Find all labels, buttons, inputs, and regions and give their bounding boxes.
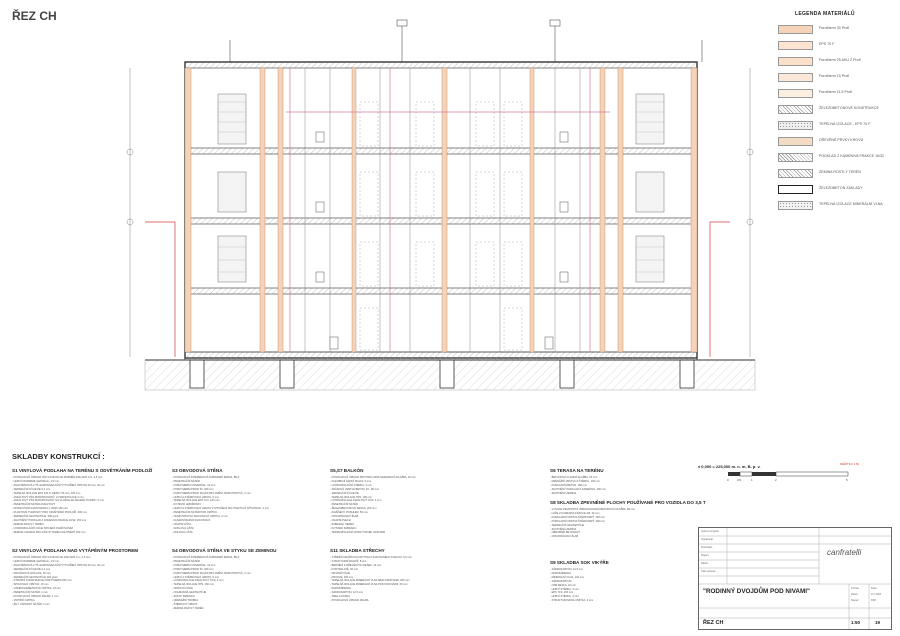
legend-swatch [778,25,813,34]
composition-line: - HYDROIZOLAČNÍ STĚRKA, 2 mm [330,483,372,487]
composition-line: - ZEMINA RASTLÝ TERÉN [172,606,204,610]
composition-line: - SOKLOVÁ LIŠTA [172,526,194,530]
legend-item [778,153,888,161]
scale-tick-3: 2 [775,478,777,482]
composition-line: - DIFÚZNÍ FÓLIE [330,571,351,575]
legend-item [778,25,888,33]
composition-line: - LEPICÍ A STĚRKOVACÍ HMOTA VYZTUŽENÁ SKLOTEXTILNÍ SÍŤOVINOU, 4 mm [172,507,270,511]
composition-line: - STŘEŠNÍ DRÁŽKOVÁ KRYTINA Z ZAKOVANÉHO PLECHU, 0,6 mm [330,556,412,559]
legend-swatch [778,41,813,50]
composition-line: - VYSOCE PEVNOSTNÍ VIBROLISOVANÁ BETONOVÁ DLAŽBA, 80 mm [550,508,635,511]
composition-line: - POVRCHOVÁ INTERIÉROVÁ DISPERZNÍ BARVA, BÍLÁ [172,556,240,559]
drawing-title: ŘEZ CH [12,9,57,23]
composition-title: S2 VINYLOVÁ PODLAHA NAD VYTÁPĚNÝM PROSTOREM [12,548,139,553]
composition-title: S1 VINYLOVÁ PODLAHA NA TERÉNU S ODVĚTRÁNÍM PODLOŽÍ [12,468,153,473]
composition-line: - ŽELEZOBETONOVÁ DESKA, 200 mm [330,507,377,511]
project-name: "RODINNÝ DVOJDŮM POD NIVAMI" [703,588,810,595]
composition-title: S9 SKLADBA SOK VIKÝŘE [550,560,609,565]
composition-line: - TENKOVRSTVÁ SILIKONOVÁ OMÍTKA, 2 mm [172,515,228,518]
tb-field-0: Vedoucí projektu [701,530,719,533]
legend-label: Porotherm 11,5 Profi [819,90,852,94]
composition-line: - TEPELNÁ IZOLACE MINERÁLNÍ VLNA POD KROKVEMI, 60 mm [330,583,408,587]
composition-line: - PENETRAČNÍ NÁTĚR [172,479,200,483]
composition-line: - SÁDROKARTON, 12,5 mm [550,568,584,571]
legend-item [778,57,888,65]
composition-line: - PENETRAČNÍ NÁTĚR [330,503,358,507]
legend-swatch [778,201,813,210]
composition-line: - ZEMINA RASTLÝ TERÉN [12,522,44,526]
composition-line: - POVRCHOVÁ ÚPRAVA VINYLOVÉ DÍLCE 230x1220 mm, 4,5 mm [12,556,91,559]
composition-line: - POROTHERM PROFI 30, 300 mm [172,487,214,491]
legend-label: Porotherm 30 Profi [819,26,850,30]
legend-swatch [778,121,813,130]
composition-line: - ODVODŇOVACÍ ŽLAB [330,515,359,518]
composition-line: - POROTHERM PROFI MALTA PRO ZDĚNÍ TENKOVRSTVÁ, 2 mm [172,491,251,495]
composition-line: - PAROZÁBRANA [330,587,351,591]
composition-line: - ZÁBRADLÍ NEREZ [330,522,354,526]
composition-line: - PODKLADNÍ VRSTVA ŠTĚRKODRŤ, 200 mm [550,519,605,523]
composition-line: - ZHUTNĚNÁ ZEMINA [550,491,577,495]
composition-line: - POROTHERM PROFI MALTA PRO ZDĚNÍ TENKOVRSTVÁ, 2 mm [172,571,251,575]
legend-swatch [778,57,813,66]
composition-line: - PAROZÁBRANA [550,571,571,575]
composition-line: - POROTHERM UNIVERSAL, 10 mm [172,483,216,487]
tb-field-4: Datum [701,562,709,565]
drawing-scale: 1:50 [851,620,861,625]
composition-line: - OCHRANNÁ GEOTEXTÍLIE [172,591,207,595]
composition-line: - HYDROIZOLAČNÍ FÓLIE SPOJENÍ SVAŘOVÁNÍM [12,526,73,530]
section-drawing [90,12,770,404]
composition-line: - SPÁDOVÁ VRSTVA BETON, 40 - 80 mm [330,487,380,491]
composition-line: - ASFALTOVÝ PÁS MODIFIKOVANÝ, HYDROIZOLACE 4 mm [12,495,84,499]
legend-item [778,201,888,209]
legend-label: ŽELEZOBETONOVÉ KONSTRUKCE [819,106,879,110]
scale-tick-1: 0,5 [737,478,742,482]
scale-note: MĚŘÍTKO 1:50 [840,462,859,466]
composition-line: - TEPELNÁ IZOLACE XPS, 100 mm [330,495,372,499]
composition-title: S5,S7 BALKÓN [330,468,364,473]
composition-line: - ZHUTNĚNÁ ZEMINA [550,527,577,531]
composition-line: - POROTHERM UNIVERSAL, 10 mm [172,563,216,567]
legend-item [778,105,888,113]
composition-line: - TEPELNÁ IZOLACE XPS, 160 mm [172,583,214,587]
composition-line: - KOTVENÍ ZÁBRADLÍ [330,526,357,530]
composition-line: - SEPARAČNÍ GEOTEXTÍLIE, 300 g/m2 [12,515,59,518]
legend-label: TEPELNÁ IZOLACE - EPS 70 F [819,122,871,126]
scale-tick-0: 0 [727,478,729,482]
tb-meta-value-0: 5xA4 [871,587,877,590]
legend-item [778,89,888,97]
composition-line: - OKAPNÍ LIŠTA [172,522,192,526]
composition-line: - STRUKTUROVANÁ OMÍTKA, 2 mm [550,599,594,603]
tb-meta-label-2: Stupeň [851,599,859,602]
composition-line: - LEPICÍ A STĚRKOVACÍ HMOTA, 6 mm [172,575,220,579]
composition-line: - SPOJOVACÍ VRSTVA, 10 mm [12,583,49,587]
legend-item [778,169,888,177]
compositions-title: SKLADBY KONSTRUKCÍ : [12,452,105,461]
composition-title: S6 TERASA NA TERÉNU [550,468,604,473]
composition-line: - LEPICÍ A STĚRKOVACÍ HMOTA, 6 mm [172,495,220,499]
composition-line: - BÍLÝ VÁPENNÝ NÁTĚR, 1 mm [12,602,50,606]
legend-swatch [778,89,813,98]
composition-line: - PODKLADNÍ BETON, 150 mm [550,483,587,487]
tb-field-5: Číslo výkresu [701,570,716,573]
composition-line: - KOTEVNÍ HMOŽDINKY [172,503,202,507]
legend-label: DŘEVĚNÉ PRVKY KROVU [819,138,864,142]
composition-line: - LEPICÍ DISPERZE (LEPIDLO), 1,5 mm [12,559,59,563]
firm-logo: canfratelli [827,548,862,557]
legend-label: TEPELNÁ IZOLACE MINERÁLNÍ VLNA [819,202,883,206]
composition-line: - ASFALTOVÝ PÁS MODIFIKOVANÝ NA VLOŽCE ZE SKLENÉ TKANINY 4 mm [12,499,105,503]
composition-line: - NOSNÁ PODKLADNÍ DESKA C 20/25 150 mm [12,507,68,511]
legend-swatch [778,105,813,114]
composition-line: - POVRCHOVÁ ÚPRAVA PROTISKLUZNÁ KERAMICKÁ DLAŽBA, 10 mm [330,476,416,479]
sheet-number: 19 [875,620,881,625]
composition-line: - SÁDROKARTON [550,579,572,583]
composition-line: - LEPICÍ STĚRKA, 4 mm [550,587,579,591]
composition-line: - HYDROIZOLACE ASFALTOVÝ PÁS, 4 mm [172,579,224,583]
composition-line: - NOPOVÁ FÓLIE [172,587,193,591]
composition-line: - ANHYDRIDOVÁ LITÁ SAMONIVELAČNÍ VYTVÁŘECÍ VRSTVA 40 mm, 40 mm [12,563,105,567]
composition-line: - VÁPENOCEMENTOVÁ OMÍTKA, 15 mm [12,587,61,591]
title-block [698,527,892,630]
composition-line: - PENETRAČNÍ NÁTĚR ASFALTOVÝ [12,503,56,507]
legend-item [778,73,888,81]
composition-line: - POROTHERM PROFI 30, 300 mm [172,567,214,571]
tb-meta-value-1: 12 / 2023 [871,593,881,596]
legend-swatch [778,137,813,146]
scale-datum: ± 0,000 = 225,000 m. n. m. B. p. v. [698,464,761,469]
composition-line: - ZÁSYP ZEMINOU [172,595,195,598]
legend-swatch [778,185,813,194]
composition-line: - POVRCHOVÁ ÚPRAVA VINYLOVÉ DÍLCE ROZMĚR 230x1220 mm, 4,5 mm [12,476,103,479]
legend-swatch [778,169,813,178]
composition-line: - OKAPNÍ PLECH [330,518,351,522]
composition-title: S8 SKLADBA ZPEVNĚNÉ PLOCHY POUŽÍVANÉ PRO VOZIDLA DO 3,5 T [550,500,706,505]
composition-line: - PODKLADNÍ VRSTVA ŠTĚRKODRŤ, 150 mm [550,515,605,519]
composition-line: - STRUKTURNÍ ROHOŽ, 8 mm [330,559,367,563]
composition-line: - FLEXIBILNÍ LEPICÍ MALTA, 5 mm [330,479,372,483]
legend-swatch [778,73,813,82]
tb-meta-value-2: DSP [871,599,876,602]
composition-line: - SEPARAČNÍ GEOTEXTÍLIE [550,523,585,527]
legend-label: PODKLAD Z KAMENIVA FRAKCE 16/32 [819,154,885,158]
composition-line: - PLASTOVÉ TVAROVKY PRO ODVĚTRÁNÍ PODLOŽÍ, 300 mm [12,511,87,515]
composition-line: - PENETRAČNÍ NÁTĚR [172,559,200,563]
legend-label: Porotherm 15 Profi [819,74,850,78]
composition-title: S3 OBVODOVÁ STĚNA [172,468,223,473]
composition-line: - KROČEJOVÁ IZOLACE, 30 mm [12,571,51,575]
composition-line: - OSB DESKA, 22 mm [550,583,576,587]
composition-line: - ZAVĚŠENÝ PODHLED, 50 mm [330,511,368,515]
tb-meta-label-1: Datum [851,593,859,596]
composition-line: - POVRCHOVÁ INTERIÉROVÁ DISPERZNÍ BARVA, BÍLÁ [172,476,240,479]
composition-line: - ZHUTNĚNÝ PODKLAD Z KAMENIVA FRAKCE 16/32, 150 mm [12,518,87,522]
composition-line: - LEPICÍ DISPERZE (LEPIDLO), 1,5 mm [12,479,59,483]
composition-line: - TEPELNÁ IZOLACE EPS 100 S, DESKY 50 mm, 100 mm [12,491,81,495]
composition-line: - ROHOVÁ LIŠTA [172,530,193,534]
composition-line: - SEPARAČNÍ FÓLIE PE 0,2 mm [12,567,51,571]
legend-item [778,41,888,49]
composition-line: - ZEMINA VHODNÁ PRO ZÁSYP, TERÉN ZHUTNĚNÝ 200 mm [12,530,86,534]
composition-line: - PENETRAČNÍ NÁTĚR POD OMÍTKU [172,511,217,515]
composition-line: - STROPNÍ KONSTRUKCE POROTHERM 250 mm [12,579,72,583]
composition-line: - ŠTĚRKOVÝ OBSYP [172,602,198,606]
composition-line: - TMEL A PÁSKA [330,595,350,598]
scale-tick-2: 1 [751,478,753,482]
legend-label: EPS 70 F [819,42,835,46]
composition-line: - LEPICÍ STĚRKA, 4 mm [550,595,579,599]
composition-line: - DRENÁŽNÍ VRSTVA Z ŠTĚRKU, 100 mm [550,479,600,483]
composition-title: S4 OBVODOVÁ STĚNA VE STYKU SE ZEMINOU [172,548,277,553]
composition-line: - SEPARAČNÍ GEOTEXTÍLIE 300 g/m2 [12,575,58,579]
composition-line: - OBRUBNÍK BETONOVÝ [550,531,581,535]
tb-field-1: Vypracoval [701,538,713,541]
tb-field-3: Stupeň [701,554,709,557]
composition-line: - TERMOIZOLAČNÍ NOSNÝ PRVEK ISOKORB [330,530,385,534]
composition-title: S11 SKLADBA STŘECHY [330,548,385,553]
composition-line: - TEPELNÁ IZOLACE EPS 70 F, 160 mm [172,499,220,503]
legend-swatch [778,153,813,162]
composition-line: - ODVODŇOVACÍ ŽLAB [550,535,579,539]
composition-line: - POVRCHOVÁ ÚPRAVA MALBA [330,598,369,602]
legend-label: ŽELEZOBETON ZÁKLADY [819,186,863,190]
tb-field-2: Konzultant [701,546,713,549]
tb-meta-label-0: Formát [851,587,859,590]
composition-line: - KONTRALATĚ, 60 mm [330,567,359,571]
composition-line: - VNITŘNÍ OMÍTKA [12,598,35,602]
composition-line: - TEPELNÁ IZOLACE MINERÁLNÍ VLNA MEZI KROKVEMI, 200 mm [330,579,410,583]
composition-line: - HYDROIZOLACE ASFALTOVÝ PÁS, 4 mm [330,499,382,503]
legend-label: Porotherm 25 AKU Z Profi [819,58,861,62]
legend-item [778,121,888,129]
roof-top-elements [230,20,702,62]
legend-item [778,185,888,193]
composition-line: - MINERÁLNÍ VLNA, 120 mm [550,575,585,579]
composition-line: - LOŽE Z KAMENIVA FRAKCE 4/8, 40 mm [550,511,600,515]
composition-line: - PENETRAČNÍ NÁTĚR, 1 mm [12,591,48,595]
composition-line: - KROKVE, 200 mm [330,575,354,579]
composition-line: - BETONOVÁ KLADNÁ DLAŽBA, 60 mm [550,476,598,479]
composition-line: - POVRCHOVÁ ÚPRAVA MALBA, 1 mm [12,595,59,598]
legend-title: LEGENDA MATERIÁLŮ [795,11,855,17]
composition-line: - EPS 70 F, 100 mm [550,591,574,595]
composition-line: - SEPARAČNÍ FÓLIE PE 0,2 mm [12,487,51,491]
composition-line: - FASÁDNÍ BARVA SILIKONOVÁ [172,518,211,522]
legend-item [778,137,888,145]
composition-line: - BEDNĚNÍ Z DŘEVĚNÝCH DESEK, 24 mm [330,563,382,567]
composition-line: - DRENÁŽNÍ TRUBKA [172,598,199,602]
title-block-grid [699,528,891,629]
composition-line: - ANHYDRIDOVÁ LITÁ SAMONIVELAČNÍ VYTVÁŘECÍ VRSTVA 40 mm, 40 mm [12,483,105,487]
scale-tick-4: 5 [846,478,848,482]
composition-line: - SÁDROKARTON, 12,5 mm [330,591,364,595]
drawing-name: ŘEZ CH [703,620,724,626]
composition-line: - SEPARAČNÍ FÓLIE PE [330,491,359,495]
legend-label: ZEMINA ROSTLÝ TERÉN [819,170,861,174]
composition-line: - ZHUTNĚNÝ PODKLAD Z KAMENIVA, 150 mm [550,487,606,491]
